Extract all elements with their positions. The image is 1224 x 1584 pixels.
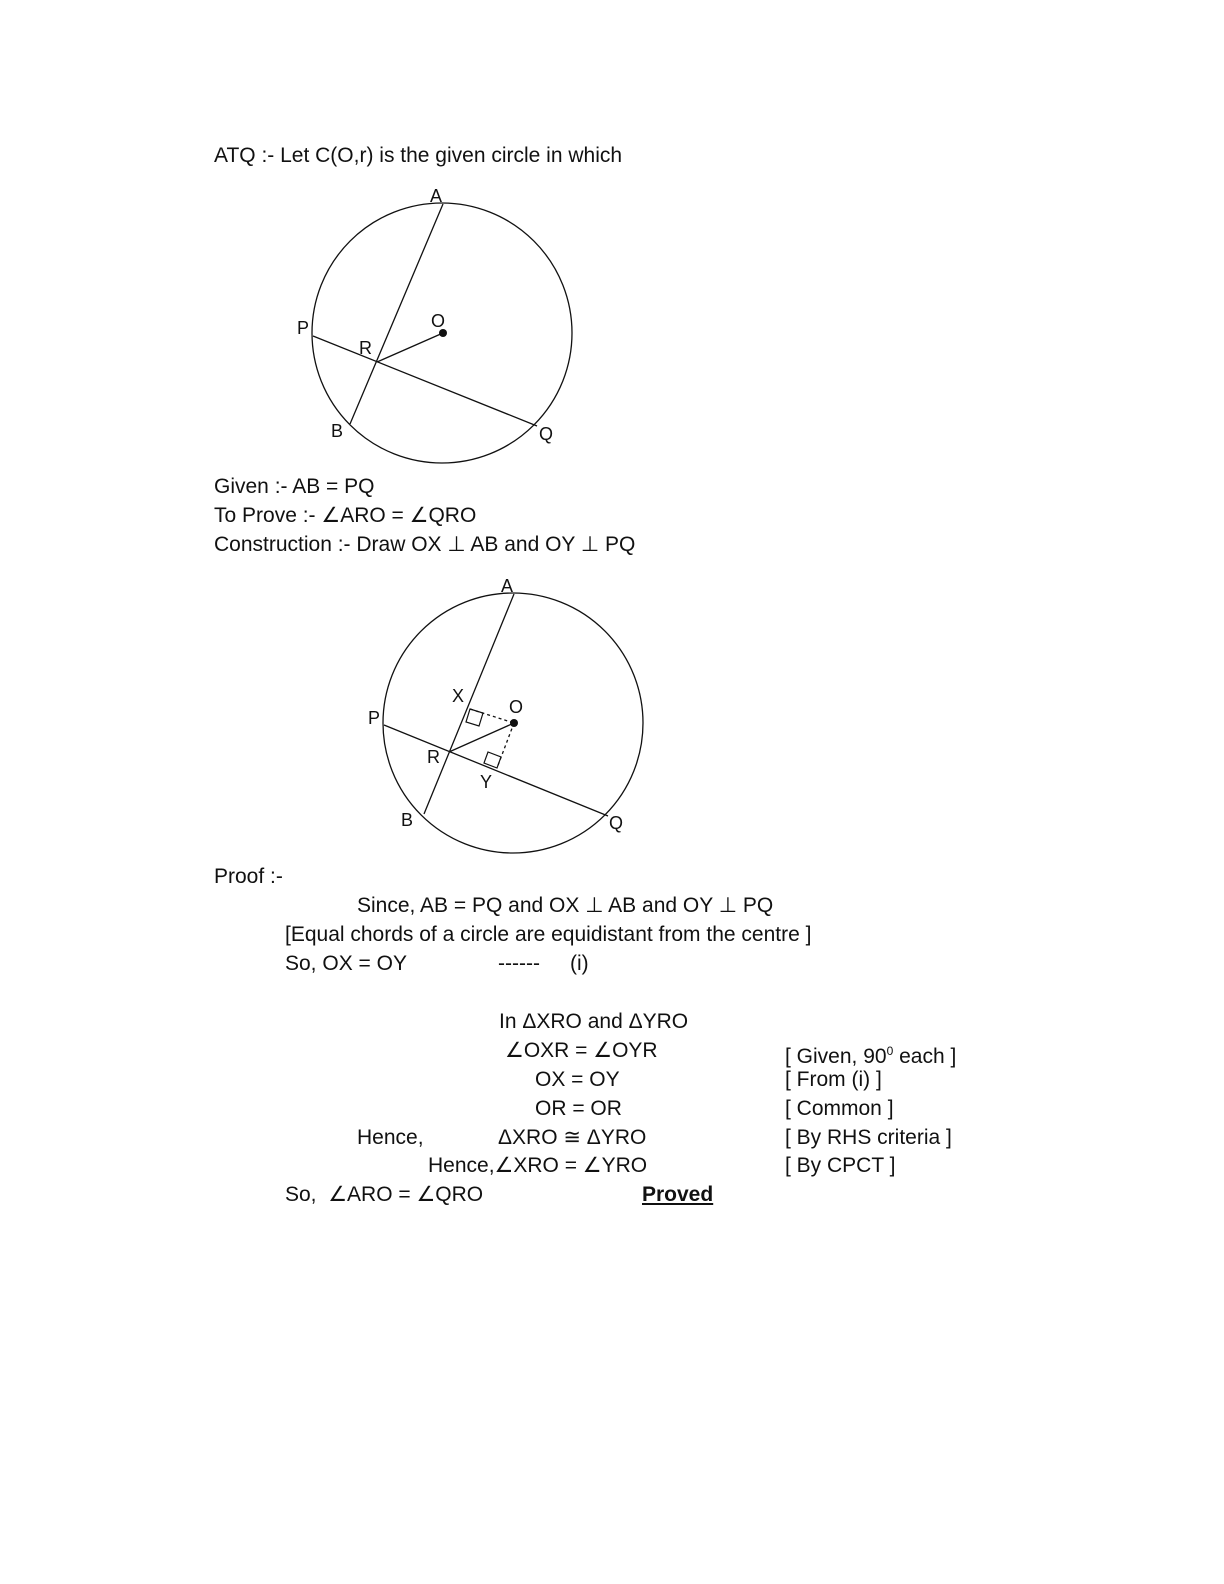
step-3-statement: OR = OR — [535, 1097, 622, 1120]
step-2-statement: OX = OY — [535, 1068, 620, 1091]
proof-reason-equal-chords: [Equal chords of a circle are equidistant from the centre ] — [285, 923, 812, 946]
chord-ab-2 — [424, 594, 514, 814]
label-b-1: B — [331, 421, 344, 441]
proof-dashes: ------ — [498, 952, 540, 975]
given-text: Given :- AB = PQ — [214, 475, 375, 498]
step-4-statement: ΔXRO ≅ ΔYRO — [498, 1126, 647, 1149]
label-p-1: P — [297, 318, 310, 338]
step-3-reason: [ Common ] — [785, 1097, 894, 1120]
label-o-2: O — [509, 697, 524, 717]
label-a-2: A — [501, 576, 514, 596]
chord-pq-1 — [313, 336, 537, 426]
proof-eq-ref: (i) — [570, 952, 589, 975]
construction-text: Construction :- Draw OX ⊥ AB and OY ⊥ PQ — [214, 533, 636, 556]
right-angle-y — [484, 752, 501, 768]
proof-so-ox-oy: So, OX = OY — [285, 952, 407, 975]
proof-conclusion: So, ∠ARO = ∠QRO — [285, 1183, 484, 1206]
proof-heading: Proof :- — [214, 865, 283, 888]
step-2-reason: [ From (i) ] — [785, 1068, 882, 1091]
chord-ab-1 — [350, 204, 446, 424]
center-dot-2 — [510, 719, 518, 727]
step-1-reason-text: [ Given, 90 — [785, 1045, 887, 1068]
step-1-reason — [785, 1039, 956, 1069]
proof-since: Since, AB = PQ and OX ⊥ AB and OY ⊥ PQ — [357, 894, 774, 917]
label-p-2: P — [368, 708, 381, 728]
to-prove-text: To Prove :- ∠ARO = ∠QRO — [214, 504, 477, 527]
label-x: X — [452, 686, 465, 706]
label-b-2: B — [401, 810, 414, 830]
label-y: Y — [480, 772, 493, 792]
label-o-1: O — [431, 311, 446, 331]
proof-in-triangles: In ΔXRO and ΔYRO — [499, 1010, 689, 1033]
intro-text: ATQ :- Let C(O,r) is the given circle in which — [214, 144, 623, 167]
proved-label: Proved — [642, 1183, 714, 1206]
label-r-1: R — [359, 338, 372, 358]
label-q-2: Q — [609, 813, 624, 833]
step-5-reason: [ By CPCT ] — [785, 1154, 896, 1177]
step-5-statement: Hence,∠XRO = ∠YRO — [428, 1154, 648, 1177]
label-r-2: R — [427, 747, 440, 767]
step-1-statement: ∠OXR = ∠OYR — [505, 1039, 658, 1062]
label-a-1: A — [430, 186, 443, 206]
right-angle-x — [466, 709, 483, 726]
degree-superscript: 0 — [886, 1044, 894, 1058]
chord-pq-2 — [384, 725, 608, 816]
step-4-prefix: Hence, — [357, 1126, 424, 1149]
step-1-reason-suffix: each ] — [893, 1045, 957, 1068]
label-q-1: Q — [539, 424, 554, 444]
step-4-reason: [ By RHS criteria ] — [785, 1126, 952, 1149]
